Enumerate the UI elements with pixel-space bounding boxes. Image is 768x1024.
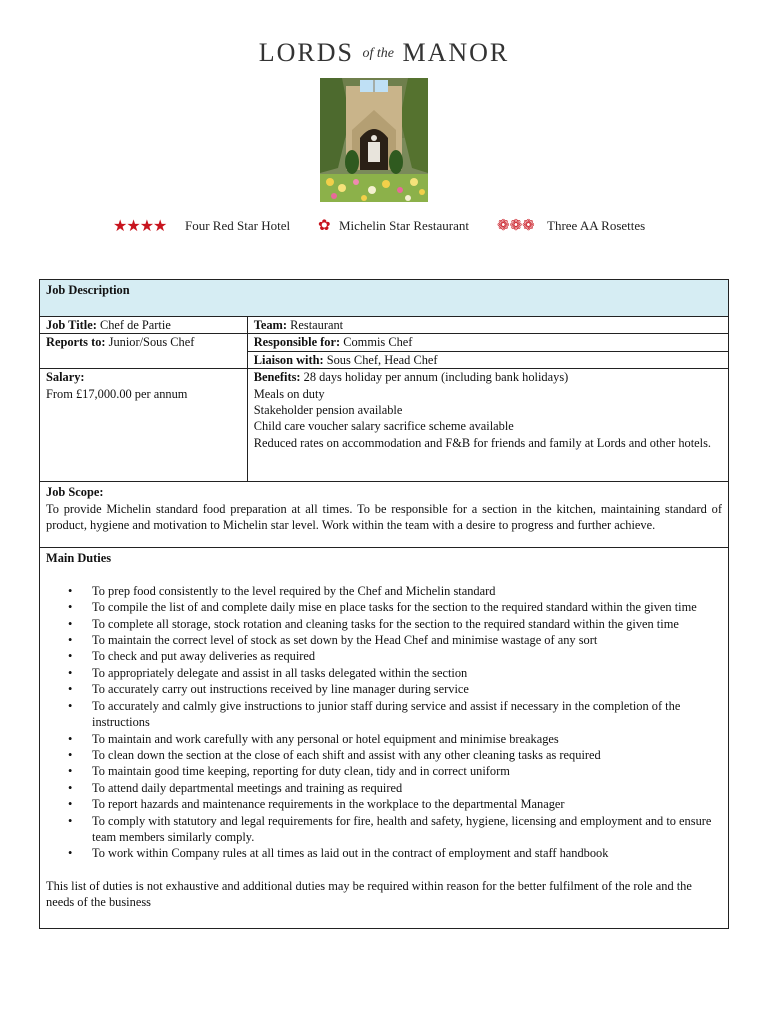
job-description-table [39, 279, 729, 929]
responsible-for-value: Commis Chef [340, 335, 413, 350]
benefits-cell [247, 369, 728, 482]
liaison-cell [247, 351, 728, 368]
job-scope-text: To provide Michelin standard food preparation at all times. To be responsible for a section in the kitchen, maintaining standard of product, hygiene and motivation to Michelin star level. Work within the team with a desire to progress and further achieve. [46, 501, 722, 533]
duty-item: • To compile the list of and complete daily mise en place tasks for the section to the required standard within the given time [92, 599, 722, 615]
duty-item: • To maintain good time keeping, reporting for duty clean, tidy and in correct uniform [92, 763, 722, 779]
hotel-entrance-photo [320, 78, 428, 202]
reports-to-value: Junior/Sous Chef [105, 335, 195, 350]
aa-rosettes-label: Three AA Rosettes [547, 218, 646, 233]
job-scope-label: Job Scope: [46, 485, 104, 500]
team-value: Restaurant [287, 318, 344, 332]
duty-item: • To appropriately delegate and assist in all tasks delegated within the section [92, 665, 722, 681]
duty-item: • To accurately carry out instructions received by line manager during service [92, 681, 722, 697]
benefit-item: Stakeholder pension available [253, 403, 403, 418]
reports-to-label: Reports to: [46, 335, 106, 350]
michelin-flower-icon: ✿ [318, 218, 331, 234]
liaison-value: Sous Chef, Head Chef [323, 352, 438, 367]
duty-item: • To check and put away deliveries as required [92, 648, 722, 664]
aa-rosettes-icon: ❁❁❁ [497, 218, 535, 234]
main-duties-label: Main Duties [46, 551, 112, 566]
job-scope-cell [40, 482, 729, 548]
hotel-rating-label: Four Red Star Hotel [185, 218, 291, 233]
duty-item: • To comply with statutory and legal requirements for fire, health and safety, hygiene, licensing and employment and to ensure team members similarly comply. [92, 813, 722, 846]
duties-list [46, 583, 722, 862]
duty-item: • To prep food consistently to the level required by the Chef and Michelin standard [92, 583, 722, 599]
duty-item: • To maintain and work carefully with any personal or hotel equipment and minimise breakages [92, 731, 722, 747]
duty-item: • To report hazards and maintenance requirements in the workplace to the departmental Manager [92, 796, 722, 812]
benefit-item: Meals on duty [253, 386, 325, 401]
main-duties-cell [40, 548, 729, 928]
duty-item: • To work within Company rules at all times as laid out in the contract of employment and staff handbook [92, 845, 722, 861]
job-title-label: Job Title: [46, 318, 97, 332]
benefit-item: Reduced rates on accommodation and F&B for friends and family at Lords and other hotels. [253, 435, 712, 450]
reports-to-cell [40, 334, 248, 369]
michelin-label: Michelin Star Restaurant [339, 218, 469, 233]
duty-item: • To clean down the section at the close of each shift and assist with any other cleaning tasks as required [92, 747, 722, 763]
red-stars-icon: ★★★★ [113, 218, 167, 235]
benefits-label: Benefits: [253, 370, 301, 385]
hotel-ratings [0, 216, 768, 236]
responsible-for-cell [247, 334, 728, 351]
duty-item: • To maintain the correct level of stock as set down by the Head Chef and minimise wastage of any sort [92, 632, 722, 648]
team-cell [247, 317, 728, 334]
duty-item: • To accurately and calmly give instructions to junior staff during service and assist if necessary in the completion of the instructions [92, 698, 722, 731]
salary-label: Salary: [46, 370, 85, 385]
logo-manor: MANOR [402, 38, 510, 67]
responsible-for-label: Responsible for: [253, 335, 341, 350]
logo-lords: LORDS [258, 38, 354, 67]
salary-value: From £17,000.00 per annum [46, 386, 188, 401]
closing-note: This list of duties is not exhaustive and additional duties may be required within reason for the better fulfilment of the role and the needs of the business [46, 878, 692, 910]
liaison-label: Liaison with: [253, 352, 324, 367]
section-title: Job Description [46, 283, 130, 297]
duty-item: • To complete all storage, stock rotation and cleaning tasks for the section to the required standard within the given time [92, 616, 722, 632]
job-title-cell [40, 317, 248, 334]
salary-cell [40, 369, 248, 482]
logo-of-the: of the [362, 46, 394, 61]
benefits-first-line: 28 days holiday per annum (including bank holidays) [300, 370, 569, 385]
benefit-item: Child care voucher salary sacrifice scheme available [253, 419, 514, 434]
duty-item: • To attend daily departmental meetings and training as required [92, 780, 722, 796]
job-description-header [40, 280, 729, 317]
hotel-logo [0, 38, 768, 69]
job-title-value: Chef de Partie [96, 318, 171, 332]
team-label: Team: [253, 318, 288, 332]
